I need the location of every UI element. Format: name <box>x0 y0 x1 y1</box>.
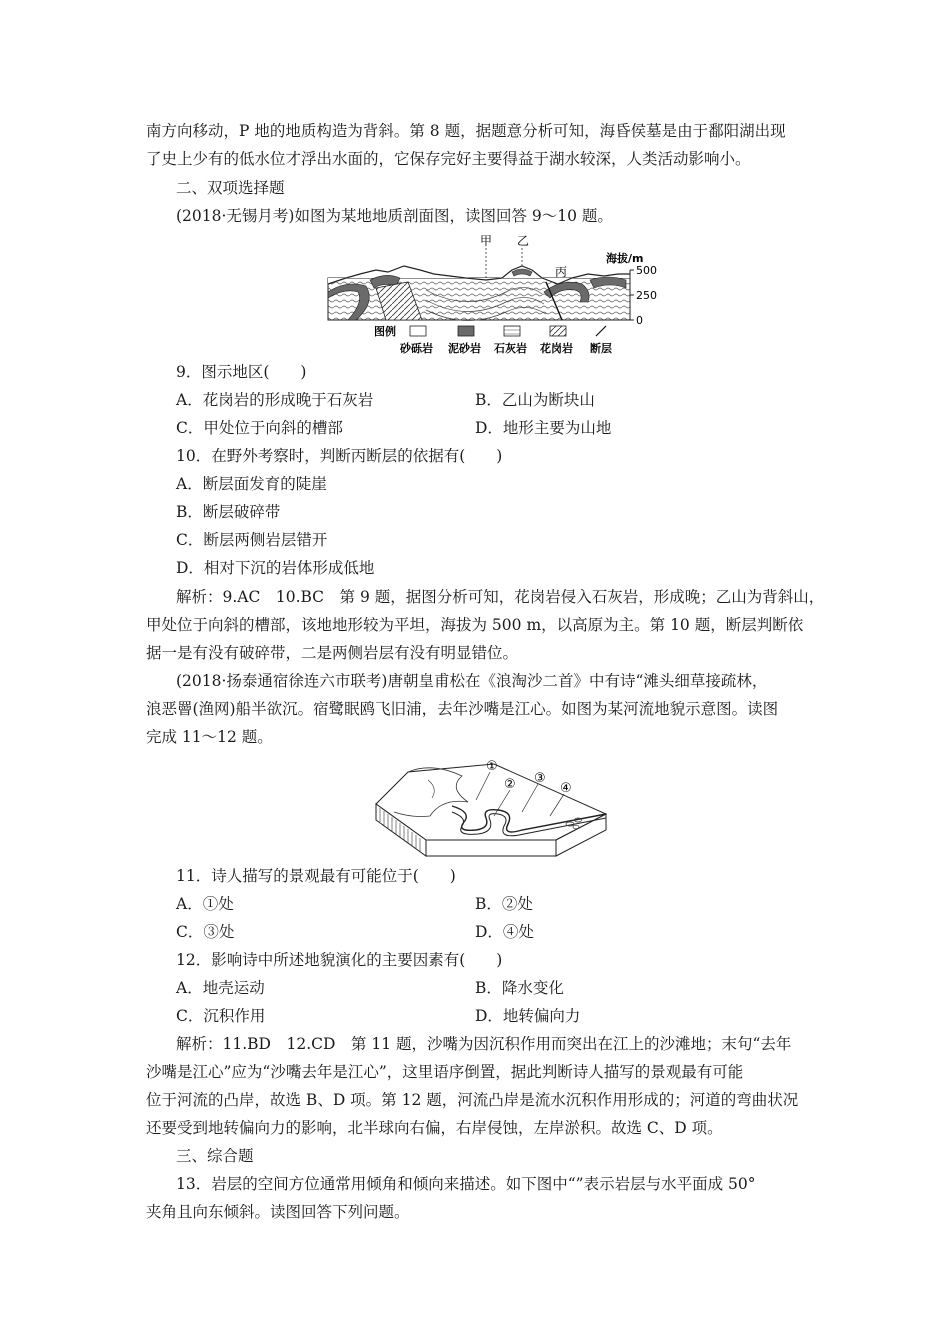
question-intro: 浪恶罾(渔网)船半欲沉。宿鹭眠鸥飞旧浦，去年沙嘴是江心。如图为某河流地貌示意图。读图 <box>146 700 779 718</box>
marker-4: ④ <box>560 781 572 796</box>
marker-1: ① <box>486 759 498 774</box>
option-d: D．④处 <box>475 923 534 941</box>
option-a: A．花岗岩的形成晚于石灰岩 <box>176 391 374 409</box>
answer-explanation: 解析：11.BD 12.CD 第 11 题，沙嘴为因沉积作用而突出在江上的沙滩地；末句“去年 <box>176 1035 792 1053</box>
marker-2: ② <box>504 777 516 792</box>
geologic-section-figure <box>326 232 666 356</box>
option-c: C．沉积作用 <box>176 1007 266 1025</box>
option-b: B．降水变化 <box>475 979 564 997</box>
question-stem: 9．图示地区( ) <box>176 363 307 381</box>
legend-swatch-granite <box>550 326 566 336</box>
question-intro: (2018·无锡月考)如图为某地地质剖面图，读图回答 9～10 题。 <box>176 207 613 225</box>
legend-label: 泥砂岩 <box>448 342 481 355</box>
label-yi: 乙 <box>517 234 530 248</box>
text-line: 了史上少有的低水位才浮出水面的，它保存完好主要得益于湖水较深，人类活动影响小。 <box>146 150 751 168</box>
option-c: C．断层两侧岩层错开 <box>176 531 328 549</box>
option-b: B．乙山为断块山 <box>475 391 595 409</box>
legend-label: 断层 <box>590 342 612 355</box>
question-stem: 夹角且向东倾斜。读图回答下列问题。 <box>146 1203 410 1221</box>
axis-title: 海拔/m <box>606 252 644 265</box>
legend-swatch-limestone <box>504 326 520 336</box>
marker-3: ③ <box>534 771 546 786</box>
answer-explanation: 解析：9.AC 10.BC 第 9 题，据图分析可知，花岗岩侵入石灰岩，形成晚；乙山为背斜山， <box>176 588 825 606</box>
legend-title: 图例 <box>374 325 396 338</box>
answer-explanation: 甲处位于向斜的槽部，该地地形较为平坦，海拔为 500 m，以高原为主。第 10 题，断层判断依 <box>146 616 804 634</box>
option-a: A．地壳运动 <box>176 979 265 997</box>
option-b: B．断层破碎带 <box>176 503 281 521</box>
answer-explanation: 位于河流的凸岸，故选 B、D 项。第 12 题，河流凸岸是流水沉积作用形成的；河道的弯曲状况 <box>146 1091 799 1109</box>
river-landform-figure <box>372 758 608 858</box>
legend-swatch-mudstone <box>458 326 474 336</box>
option-d: D．地转偏向力 <box>475 1007 581 1025</box>
legend-swatch-fault <box>596 326 606 336</box>
text-line: 南方向移动，P 地的地质构造为背斜。第 8 题，据题意分析可知，海昏侯墓是由于鄱阳湖出现 <box>146 122 786 140</box>
legend-label: 砂砾岩 <box>400 342 433 355</box>
answer-explanation: 还要受到地转偏向力的影响，北半球向右偏，右岸侵蚀，左岸淤积。故选 C、D 项。 <box>146 1119 723 1137</box>
option-a: A．①处 <box>176 895 234 913</box>
section-heading: 二、双项选择题 <box>176 179 285 197</box>
river-landform-svg <box>372 758 608 858</box>
section-heading: 三、综合题 <box>176 1147 254 1165</box>
question-stem: 10．在野外考察时，判断丙断层的依据有( ) <box>176 447 503 465</box>
axis-tick: 500 <box>636 264 657 277</box>
question-intro: 完成 11～12 题。 <box>146 728 273 746</box>
legend-label: 石灰岩 <box>494 342 527 355</box>
axis-tick: 0 <box>636 314 643 327</box>
answer-explanation: 沙嘴是江心”应为“沙嘴去年是江心”，这里语序倒置，据此判断诗人描写的景观最有可能 <box>146 1063 744 1081</box>
answer-explanation: 据一是有没有破碎带，二是两侧岩层有没有明显错位。 <box>146 644 519 662</box>
question-stem: 11．诗人描写的景观最有可能位于( ) <box>176 867 456 885</box>
legend-label: 花岗岩 <box>540 342 573 355</box>
geologic-section-svg <box>326 232 666 356</box>
legend-swatch-sandstone <box>410 326 426 336</box>
axis-tick: 250 <box>636 289 657 302</box>
label-jia: 甲 <box>480 234 493 248</box>
option-b: B．②处 <box>475 895 533 913</box>
option-c: C．③处 <box>176 923 235 941</box>
option-c: C．甲处位于向斜的槽部 <box>176 419 343 437</box>
option-a: A．断层面发育的陡崖 <box>176 475 327 493</box>
question-stem: 12．影响诗中所述地貌演化的主要因素有( ) <box>176 951 503 969</box>
label-bing: 丙 <box>555 265 568 279</box>
option-d: D．地形主要为山地 <box>475 419 612 437</box>
option-d: D．相对下沉的岩体形成低地 <box>176 559 375 577</box>
question-stem: 13．岩层的空间方位通常用倾角和倾向来描述。如下图中“”表示岩层与水平面成 50° <box>176 1175 756 1193</box>
question-intro: (2018·扬泰通宿徐连六市联考)唐朝皇甫松在《浪淘沙二首》中有诗“滩头细草接疏林， <box>176 672 768 690</box>
